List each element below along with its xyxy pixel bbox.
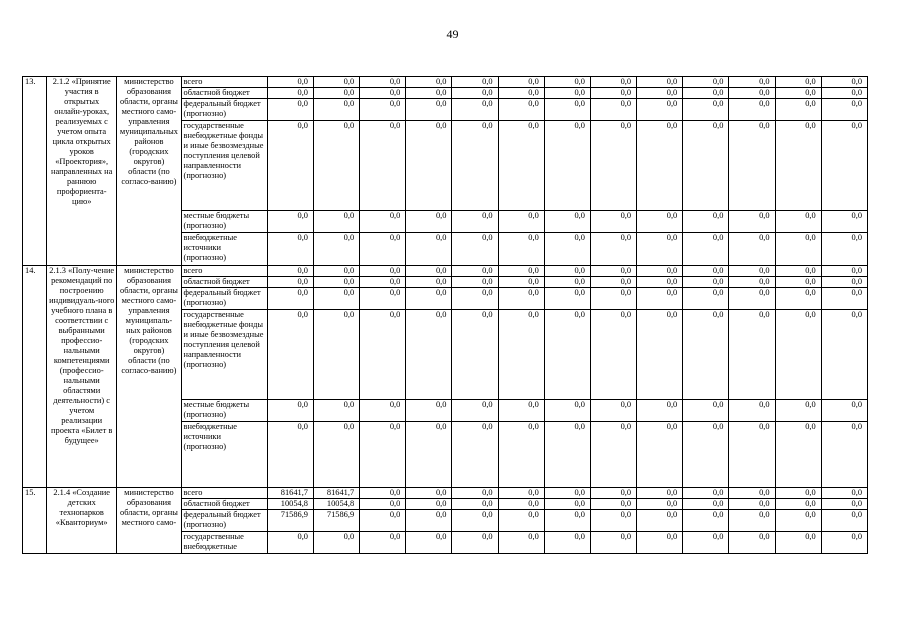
funding-value: 0,0 — [498, 288, 544, 310]
funding-value: 0,0 — [544, 488, 590, 499]
funding-value: 0,0 — [590, 488, 636, 499]
funding-value: 0,0 — [313, 266, 359, 277]
funding-value: 0,0 — [313, 233, 359, 266]
funding-source: государственные внебюджетные фонды и иные безвозмездные поступления целевой направленности (прогнозно) — [181, 310, 267, 400]
funding-value: 0,0 — [544, 88, 590, 99]
funding-value: 0,0 — [821, 211, 867, 233]
funding-value: 0,0 — [821, 510, 867, 532]
funding-value: 0,0 — [683, 266, 729, 277]
funding-value: 0,0 — [683, 400, 729, 422]
table-row — [23, 488, 868, 499]
funding-value: 0,0 — [498, 211, 544, 233]
funding-value: 0,0 — [683, 88, 729, 99]
funding-value: 0,0 — [729, 277, 775, 288]
funding-value: 0,0 — [729, 422, 775, 488]
funding-source: областной бюджет — [181, 277, 267, 288]
funding-value: 0,0 — [637, 88, 683, 99]
table-row — [23, 77, 868, 88]
funding-value: 0,0 — [313, 77, 359, 88]
funding-value: 0,0 — [360, 532, 406, 554]
funding-value: 0,0 — [406, 77, 452, 88]
funding-value: 0,0 — [729, 310, 775, 400]
funding-value: 0,0 — [637, 310, 683, 400]
funding-value: 0,0 — [406, 310, 452, 400]
funding-value: 0,0 — [637, 510, 683, 532]
funding-value: 0,0 — [360, 77, 406, 88]
funding-value: 0,0 — [544, 233, 590, 266]
funding-value: 0,0 — [267, 233, 313, 266]
funding-value: 0,0 — [729, 99, 775, 121]
funding-value: 0,0 — [590, 121, 636, 211]
funding-value: 0,0 — [313, 99, 359, 121]
funding-value: 0,0 — [821, 488, 867, 499]
funding-value: 0,0 — [360, 400, 406, 422]
funding-value: 0,0 — [729, 266, 775, 277]
funding-value: 0,0 — [360, 488, 406, 499]
funding-value: 0,0 — [729, 288, 775, 310]
funding-value: 0,0 — [313, 277, 359, 288]
funding-value: 0,0 — [729, 532, 775, 554]
funding-source: государственные внебюджетные фонды и иные безвозмездные поступления целевой направленности (прогнозно) — [181, 121, 267, 211]
funding-value: 0,0 — [775, 422, 821, 488]
funding-value: 0,0 — [637, 277, 683, 288]
funding-value: 0,0 — [683, 488, 729, 499]
funding-value: 0,0 — [313, 211, 359, 233]
funding-value: 0,0 — [590, 532, 636, 554]
funding-value: 0,0 — [360, 121, 406, 211]
funding-value: 0,0 — [729, 77, 775, 88]
funding-value: 0,0 — [498, 532, 544, 554]
funding-value: 0,0 — [267, 400, 313, 422]
funding-value: 0,0 — [360, 99, 406, 121]
table-row — [23, 266, 868, 277]
funding-value: 0,0 — [775, 488, 821, 499]
funding-value: 71586,9 — [313, 510, 359, 532]
funding-source: федеральный бюджет (прогнозно) — [181, 510, 267, 532]
funding-value: 0,0 — [406, 233, 452, 266]
funding-value: 0,0 — [406, 266, 452, 277]
funding-value: 0,0 — [498, 499, 544, 510]
funding-value: 0,0 — [821, 121, 867, 211]
funding-source: областной бюджет — [181, 499, 267, 510]
funding-value: 0,0 — [729, 400, 775, 422]
funding-value: 0,0 — [637, 288, 683, 310]
funding-value: 0,0 — [544, 77, 590, 88]
funding-value: 0,0 — [683, 99, 729, 121]
responsible-executor: министерство образования области, органы местного само- — [117, 488, 181, 554]
funding-value: 0,0 — [683, 121, 729, 211]
funding-value: 0,0 — [360, 288, 406, 310]
funding-value: 0,0 — [775, 277, 821, 288]
funding-value: 0,0 — [590, 77, 636, 88]
funding-value: 0,0 — [683, 510, 729, 532]
funding-value: 10054,8 — [267, 499, 313, 510]
funding-value: 0,0 — [452, 233, 498, 266]
funding-value: 0,0 — [544, 422, 590, 488]
funding-value: 0,0 — [590, 99, 636, 121]
funding-value: 0,0 — [452, 121, 498, 211]
funding-value: 10054,8 — [313, 499, 359, 510]
funding-value: 0,0 — [590, 266, 636, 277]
funding-value: 0,0 — [590, 277, 636, 288]
funding-source: государственные внебюджетные — [181, 532, 267, 554]
funding-source: всего — [181, 266, 267, 277]
funding-value: 0,0 — [590, 211, 636, 233]
funding-value: 0,0 — [683, 288, 729, 310]
funding-value: 0,0 — [821, 233, 867, 266]
funding-value: 0,0 — [775, 310, 821, 400]
funding-value: 0,0 — [821, 288, 867, 310]
funding-value: 0,0 — [544, 211, 590, 233]
funding-value: 0,0 — [498, 121, 544, 211]
funding-source: внебюджетные источники (прогнозно) — [181, 422, 267, 488]
funding-value: 0,0 — [821, 499, 867, 510]
funding-value: 0,0 — [544, 400, 590, 422]
funding-value: 0,0 — [498, 99, 544, 121]
funding-value: 0,0 — [267, 532, 313, 554]
funding-source: всего — [181, 77, 267, 88]
funding-value: 0,0 — [683, 233, 729, 266]
funding-value: 0,0 — [452, 288, 498, 310]
funding-value: 71586,9 — [267, 510, 313, 532]
funding-value: 0,0 — [267, 99, 313, 121]
funding-value: 0,0 — [637, 233, 683, 266]
funding-value: 0,0 — [452, 499, 498, 510]
funding-value: 0,0 — [821, 266, 867, 277]
funding-value: 0,0 — [637, 532, 683, 554]
funding-value: 0,0 — [729, 510, 775, 532]
table-body — [23, 77, 868, 554]
funding-value: 0,0 — [729, 488, 775, 499]
funding-value: 0,0 — [267, 277, 313, 288]
responsible-executor: министерство образования области, органы местного само-управления муниципальных районов (городских округов) области (по согласо-ванию) — [117, 77, 181, 266]
funding-source: местные бюджеты (прогнозно) — [181, 211, 267, 233]
funding-value: 0,0 — [637, 211, 683, 233]
funding-value: 0,0 — [452, 510, 498, 532]
funding-value: 0,0 — [360, 266, 406, 277]
funding-value: 0,0 — [544, 310, 590, 400]
funding-value: 0,0 — [683, 499, 729, 510]
funding-value: 0,0 — [544, 266, 590, 277]
funding-value: 0,0 — [360, 310, 406, 400]
funding-value: 0,0 — [406, 288, 452, 310]
funding-value: 0,0 — [267, 288, 313, 310]
funding-value: 0,0 — [821, 77, 867, 88]
funding-value: 0,0 — [590, 310, 636, 400]
funding-value: 0,0 — [360, 211, 406, 233]
funding-value: 0,0 — [267, 310, 313, 400]
funding-value: 0,0 — [821, 532, 867, 554]
funding-source: внебюджетные источники (прогнозно) — [181, 233, 267, 266]
funding-value: 0,0 — [637, 266, 683, 277]
funding-value: 0,0 — [406, 88, 452, 99]
funding-value: 0,0 — [821, 277, 867, 288]
funding-value: 0,0 — [775, 288, 821, 310]
funding-value: 0,0 — [406, 121, 452, 211]
section-number: 13. — [23, 77, 47, 266]
section-number: 15. — [23, 488, 47, 554]
funding-value: 0,0 — [683, 211, 729, 233]
funding-value: 0,0 — [452, 532, 498, 554]
funding-value: 0,0 — [360, 88, 406, 99]
budget-table — [22, 76, 868, 554]
funding-value: 0,0 — [683, 422, 729, 488]
funding-value: 0,0 — [267, 77, 313, 88]
funding-value: 0,0 — [360, 510, 406, 532]
funding-value: 0,0 — [313, 310, 359, 400]
measure-name: 2.1.4 «Создание детских технопарков «Кванториум» — [47, 488, 117, 554]
section-number: 14. — [23, 266, 47, 488]
funding-value: 0,0 — [313, 88, 359, 99]
funding-value: 0,0 — [637, 422, 683, 488]
funding-value: 0,0 — [821, 310, 867, 400]
funding-value: 0,0 — [406, 499, 452, 510]
funding-value: 0,0 — [775, 400, 821, 422]
funding-source: всего — [181, 488, 267, 499]
funding-value: 0,0 — [775, 499, 821, 510]
funding-value: 81641,7 — [267, 488, 313, 499]
funding-value: 0,0 — [313, 121, 359, 211]
funding-value: 0,0 — [683, 310, 729, 400]
funding-value: 0,0 — [452, 99, 498, 121]
funding-value: 0,0 — [729, 211, 775, 233]
funding-value: 0,0 — [267, 211, 313, 233]
funding-value: 0,0 — [406, 422, 452, 488]
funding-value: 0,0 — [637, 121, 683, 211]
funding-value: 0,0 — [683, 77, 729, 88]
funding-value: 0,0 — [452, 400, 498, 422]
funding-value: 0,0 — [452, 422, 498, 488]
funding-value: 0,0 — [590, 510, 636, 532]
funding-value: 0,0 — [637, 488, 683, 499]
funding-value: 0,0 — [406, 510, 452, 532]
funding-value: 0,0 — [313, 400, 359, 422]
funding-value: 0,0 — [406, 488, 452, 499]
funding-value: 0,0 — [498, 422, 544, 488]
funding-value: 0,0 — [590, 88, 636, 99]
funding-value: 0,0 — [683, 532, 729, 554]
funding-value: 0,0 — [498, 488, 544, 499]
funding-value: 0,0 — [498, 310, 544, 400]
funding-value: 0,0 — [775, 88, 821, 99]
funding-value: 0,0 — [267, 88, 313, 99]
funding-value: 0,0 — [313, 422, 359, 488]
funding-value: 0,0 — [406, 532, 452, 554]
funding-value: 0,0 — [544, 288, 590, 310]
funding-source: местные бюджеты (прогнозно) — [181, 400, 267, 422]
funding-value: 0,0 — [590, 499, 636, 510]
funding-value: 0,0 — [498, 277, 544, 288]
funding-value: 0,0 — [775, 532, 821, 554]
funding-value: 0,0 — [544, 121, 590, 211]
measure-name: 2.1.3 «Полу-чение рекомендаций по построению индивидуаль-ного учебного плана в соответствии с выбранными профессио-нальными компетенциями (профессио-нальными областями деятельности) с учетом реализации проекта «Билет в будущее» — [47, 266, 117, 488]
funding-value: 0,0 — [267, 422, 313, 488]
funding-value: 0,0 — [498, 88, 544, 99]
funding-value: 0,0 — [498, 510, 544, 532]
funding-value: 0,0 — [590, 400, 636, 422]
funding-value: 0,0 — [452, 277, 498, 288]
measure-name: 2.1.2 «Принятие участия в открытых онлайн-уроках, реализуемых с учетом опыта цикла открытых уроков «Проектория», направленных на раннюю профориента-цию» — [47, 77, 117, 266]
funding-value: 0,0 — [775, 77, 821, 88]
funding-value: 0,0 — [821, 99, 867, 121]
funding-value: 0,0 — [590, 422, 636, 488]
funding-value: 0,0 — [729, 121, 775, 211]
funding-value: 0,0 — [452, 211, 498, 233]
funding-value: 0,0 — [590, 288, 636, 310]
funding-value: 0,0 — [544, 277, 590, 288]
funding-value: 0,0 — [729, 499, 775, 510]
funding-source: областной бюджет — [181, 88, 267, 99]
funding-value: 0,0 — [498, 233, 544, 266]
funding-value: 0,0 — [821, 88, 867, 99]
funding-value: 0,0 — [544, 510, 590, 532]
funding-value: 0,0 — [452, 77, 498, 88]
funding-value: 0,0 — [267, 121, 313, 211]
funding-value: 0,0 — [313, 532, 359, 554]
funding-value: 0,0 — [360, 422, 406, 488]
funding-value: 0,0 — [775, 233, 821, 266]
funding-value: 0,0 — [406, 99, 452, 121]
funding-value: 0,0 — [452, 488, 498, 499]
funding-value: 0,0 — [637, 99, 683, 121]
funding-value: 0,0 — [360, 277, 406, 288]
funding-value: 0,0 — [775, 121, 821, 211]
funding-value: 0,0 — [267, 266, 313, 277]
funding-source: федеральный бюджет (прогнозно) — [181, 288, 267, 310]
funding-value: 0,0 — [637, 77, 683, 88]
funding-value: 0,0 — [406, 277, 452, 288]
funding-value: 0,0 — [406, 400, 452, 422]
funding-value: 0,0 — [544, 532, 590, 554]
funding-source: федеральный бюджет (прогнозно) — [181, 99, 267, 121]
funding-value: 0,0 — [498, 266, 544, 277]
funding-value: 0,0 — [452, 266, 498, 277]
funding-value: 0,0 — [775, 99, 821, 121]
funding-value: 0,0 — [637, 499, 683, 510]
funding-value: 0,0 — [637, 400, 683, 422]
funding-value: 0,0 — [775, 211, 821, 233]
funding-value: 0,0 — [775, 266, 821, 277]
funding-value: 0,0 — [729, 233, 775, 266]
funding-value: 0,0 — [498, 400, 544, 422]
funding-value: 0,0 — [498, 77, 544, 88]
funding-value: 81641,7 — [313, 488, 359, 499]
funding-value: 0,0 — [683, 277, 729, 288]
funding-value: 0,0 — [544, 99, 590, 121]
responsible-executor: министерство образования области, органы местного само-управления муниципаль-ных районов (городских округов) области (по согласо-ванию) — [117, 266, 181, 488]
funding-value: 0,0 — [406, 211, 452, 233]
funding-value: 0,0 — [360, 499, 406, 510]
funding-value: 0,0 — [544, 499, 590, 510]
funding-value: 0,0 — [775, 510, 821, 532]
funding-value: 0,0 — [313, 288, 359, 310]
funding-value: 0,0 — [590, 233, 636, 266]
funding-value: 0,0 — [729, 88, 775, 99]
funding-value: 0,0 — [821, 422, 867, 488]
funding-value: 0,0 — [821, 400, 867, 422]
page-number: 49 — [446, 27, 459, 41]
funding-value: 0,0 — [452, 310, 498, 400]
funding-value: 0,0 — [452, 88, 498, 99]
funding-value: 0,0 — [360, 233, 406, 266]
